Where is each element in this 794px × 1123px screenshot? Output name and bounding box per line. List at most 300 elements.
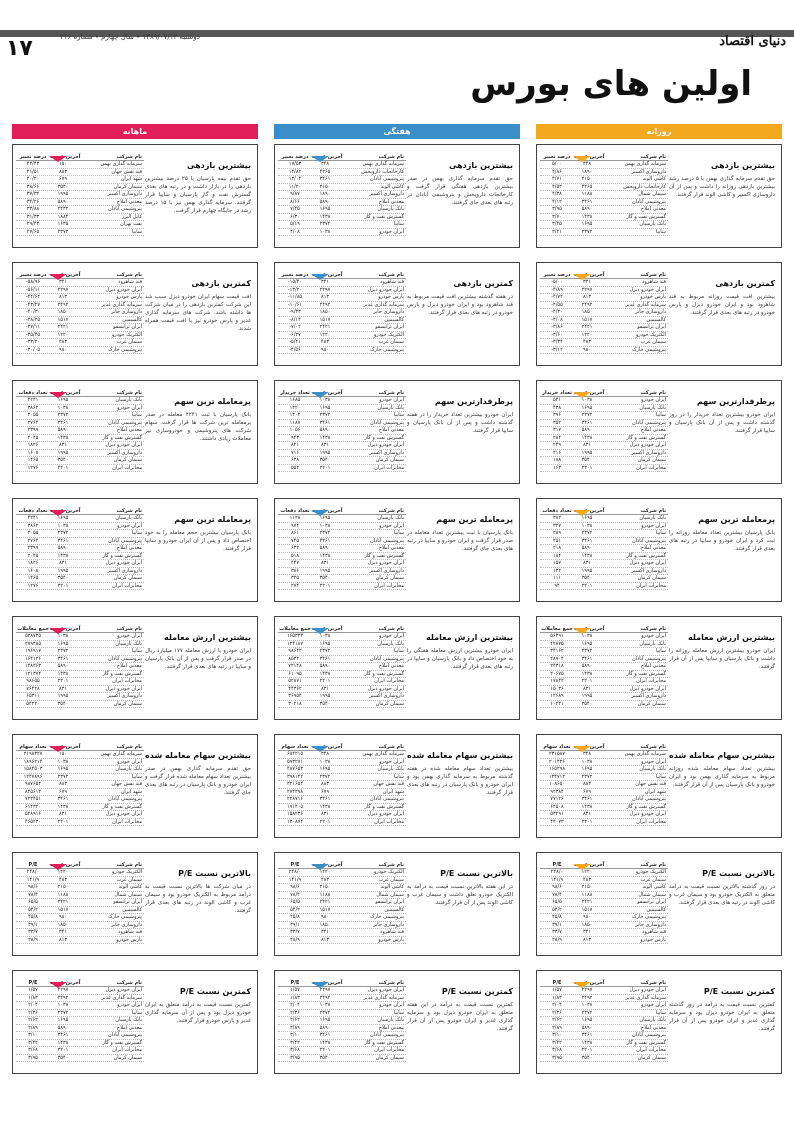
table-row — [278, 804, 406, 812]
table-row — [540, 568, 668, 576]
column-heading: تعداد خریدار — [280, 390, 310, 396]
column-heading: آخرین قیمت — [312, 626, 343, 632]
table-cell: ۱۰۸۶۵۰ — [548, 781, 566, 787]
table-cell: -۴۳/۲۷ — [25, 301, 41, 308]
table-row — [278, 442, 406, 450]
table-cell: ۴/۱۲ — [552, 198, 562, 205]
table-cell: بانک پارسیان — [377, 1017, 404, 1023]
table-cell: ۲۴۹۲ — [319, 994, 331, 1001]
stat-card — [274, 852, 520, 956]
table-row — [278, 1017, 406, 1025]
table-cell: ایران خودرو — [117, 1002, 142, 1008]
table-cell: ۳/۹۵ — [28, 1054, 38, 1061]
table-row — [16, 412, 144, 420]
table-cell: گسترش نفت و گاز — [102, 434, 142, 441]
table-cell: ۴۴۳۶۲ — [288, 685, 302, 692]
column-heading: درصد تغییر — [281, 272, 309, 278]
card-text: بانک پارسیان با ثبت بیشترین تعداد معامله در صدر قرار گرفت و ایران خودرو و سایپا در رتبه های بعدی جای گرفتند. — [407, 530, 513, 552]
table-cell: سایپا — [393, 773, 404, 780]
table-cell: داروسازی اکسیر — [369, 191, 404, 197]
table-cell: ۲۰۴۵ — [27, 434, 39, 441]
table-cell: سیمان کرمان — [637, 700, 666, 707]
table-cell: ۵۸۹۰ — [319, 1024, 331, 1031]
card-text: افت قیمت سهام ایران خودرو دیزل سبب شد این شرکت کمترین بازدهی را در میان شرکت ها داشته باشد. شرکت های سرمایه گذاری غدیر و پارس خودرو نیز با افت قیمت همراه شدند. — [145, 294, 251, 332]
table-cell: ۸۳۱ — [582, 685, 592, 692]
table-cell: ۳۵۴۰ — [319, 1054, 331, 1061]
table-row — [278, 929, 406, 937]
table-row — [16, 294, 144, 302]
table-cell: گسترش نفت و گاز — [364, 434, 404, 441]
table-cell: ۲۴۹۲ — [581, 301, 593, 308]
table-cell: ۳/۹۵ — [552, 206, 562, 212]
marker-triangle-icon — [311, 982, 329, 988]
table-header — [540, 267, 668, 279]
card-title: پرطرفدارترین سهم — [434, 397, 513, 406]
table-cell: ۹۸۰ — [320, 346, 330, 353]
table-row — [278, 397, 406, 405]
table-cell: بانک پارسیان — [639, 640, 666, 647]
card-title: کمترین بازدهی — [715, 279, 775, 288]
table-cell: ۲۱۶ — [552, 449, 562, 456]
table-cell: پتروشیمی آبادان — [107, 1032, 142, 1038]
table-row — [278, 678, 406, 686]
table-row — [278, 811, 406, 819]
table-cell: ۵۴۲۲۰ — [26, 700, 40, 707]
table-cell: ۳۴۱ — [320, 279, 330, 285]
table-cell: ایران خودرو — [379, 758, 404, 765]
table-cell: سرمایه گذاری بهمن — [624, 161, 666, 167]
table-cell: ۱/۵۷ — [28, 987, 38, 993]
table-cell: داروسازی اکسیر — [631, 449, 666, 456]
column-heading: نام شرکت — [378, 390, 404, 396]
table-row — [278, 530, 406, 538]
column-heading: جمع معاملات — [541, 626, 573, 632]
table-cell: ۱۸۵۰ — [319, 921, 331, 928]
table-row — [540, 435, 668, 443]
table-cell: ایران خودرو دیزل — [105, 442, 142, 448]
table-row — [278, 553, 406, 561]
table-row — [278, 671, 406, 679]
table-cell: نفت بهران — [120, 221, 142, 227]
table-cell: -۸/۱۴ — [289, 316, 301, 323]
table-cell: ایران خودرو دیزل — [105, 685, 142, 692]
stat-table — [16, 267, 144, 354]
table-cell: سایپا — [131, 1009, 142, 1016]
table-cell: ۱۸۵۰ — [581, 921, 593, 928]
table-cell: ۳۹/۱ — [552, 921, 562, 928]
table-cell: ۲۲۰۱ — [57, 1047, 69, 1053]
column-heading: نام شرکت — [640, 272, 666, 278]
column-heading: نام شرکت — [378, 744, 404, 750]
table-cell: داروسازی اکسیر — [631, 168, 666, 175]
table-cell: ۲۲۰۱ — [581, 678, 593, 684]
table-cell: ۸۲۱ — [290, 442, 300, 448]
table-cell: ۲۳۷۲ — [57, 1009, 69, 1016]
card-text: حق تقدم سرمایه گذاری بهمن با ۵ درصد رشد بیشترین بازدهی روزانه را داشت و پس از آن داروسازی اکسیر و کاشی الوند قرار گرفتند. — [669, 176, 775, 198]
column-heading: نام شرکت — [640, 154, 666, 160]
stat-card — [274, 498, 520, 602]
column-heading: آخرین قیمت — [312, 744, 343, 750]
table-row — [16, 929, 144, 937]
table-cell: ۱۵۸۲۳۶ — [286, 811, 304, 817]
table-row — [278, 450, 406, 458]
table-cell: ۱۴۶۵ — [27, 575, 39, 581]
table-row — [16, 995, 144, 1003]
table-cell: ایران خودرو — [641, 522, 666, 529]
table-cell: ۳۹/۱ — [28, 921, 38, 928]
table-cell: ۲۴۹۲ — [319, 301, 331, 308]
table-row — [540, 457, 668, 465]
table-row — [278, 751, 406, 759]
table-cell: ۳۴/۲۶ — [26, 198, 40, 205]
table-row — [278, 693, 406, 701]
card-title: بیشترین بازدهی — [449, 161, 513, 170]
table-cell: ۱۶۰۸ — [27, 567, 39, 574]
table-cell: مخابرات ایران — [374, 818, 404, 825]
table-cell: پتروشیمی آبادان — [631, 419, 666, 426]
table-cell: ۱۶۹۵ — [319, 515, 331, 521]
table-row — [16, 317, 144, 325]
table-cell: ۳۶۹۵۴ — [288, 693, 302, 699]
table-cell: معدنی املاح — [640, 206, 666, 212]
table-cell: سرمایه گذاری غدیر — [363, 994, 404, 1001]
table-cell: ۵۸۹۰ — [319, 545, 331, 551]
table-cell: ۸۱۳ — [320, 294, 330, 300]
table-cell: ۸۶۱ — [290, 530, 300, 536]
table-row — [540, 678, 668, 686]
table-row — [16, 324, 144, 332]
table-row — [278, 907, 406, 915]
table-row — [278, 221, 406, 229]
table-cell: ۵۸۹۰ — [57, 427, 69, 433]
table-row — [16, 545, 144, 553]
stat-table — [278, 267, 406, 354]
table-row — [278, 1002, 406, 1010]
table-cell: معدنی املاح — [640, 1024, 666, 1031]
table-row — [540, 184, 668, 192]
table-cell: ۷۸/۴ — [290, 891, 300, 898]
table-cell: ۱۲۶۸۹ — [550, 693, 564, 699]
table-cell: پتروشیمی آبادان — [631, 537, 666, 544]
table-cell: سیمان کرمان — [637, 1054, 666, 1061]
stat-card — [12, 852, 258, 956]
table-cell: ۹۸۰ — [58, 346, 68, 353]
table-row — [278, 287, 406, 295]
table-row — [16, 530, 144, 538]
table-cell: ۴۸۷۶۵۳ — [286, 766, 304, 772]
table-cell: ۴۲۴۱ — [27, 397, 39, 403]
table-cell: ۱۴۲۰ — [289, 404, 301, 411]
table-cell: ۱۸۹۶۲۱۴ — [23, 758, 43, 765]
table-cell: ۴۲۴۱ — [27, 515, 39, 521]
table-cell: سرمایه گذاری غدیر — [625, 994, 666, 1001]
column-heading: آخرین قیمت — [312, 980, 343, 986]
column-heading: آخرین قیمت — [574, 390, 605, 396]
table-cell: ۲۱۵۰ — [581, 176, 593, 182]
table-cell: ۱۶۸۵ — [289, 397, 301, 403]
table-cell: ۱۸۵۰ — [57, 309, 69, 315]
table-cell: ۴۳۸ — [552, 404, 562, 411]
table-cell: ۲۳۷۲ — [57, 648, 69, 654]
table-cell: قند نقش جهان — [373, 781, 404, 787]
table-cell: ایران ترانسفو — [113, 899, 142, 905]
table-row — [16, 397, 144, 405]
table-cell: ۸۸۳ — [58, 781, 68, 787]
table-row — [540, 1010, 668, 1018]
table-cell: بانک پارسیان — [639, 766, 666, 772]
column-heading: نام شرکت — [378, 980, 404, 986]
table-cell: ۵۴۱ — [552, 397, 562, 403]
table-row — [540, 339, 668, 347]
table-cell: ۸۳۱ — [320, 811, 330, 817]
stat-table — [16, 385, 144, 472]
column-heading: جمع معاملات — [17, 626, 49, 632]
table-cell: ۱۶۴۱۲۶ — [24, 655, 42, 662]
table-row — [16, 465, 144, 473]
marker-triangle-icon — [573, 392, 591, 398]
column-monthly — [12, 124, 258, 1114]
table-cell: معدنی املاح — [116, 545, 142, 551]
table-row — [16, 937, 144, 945]
table-cell: ۱۵۰۳۶ — [550, 685, 564, 692]
stat-card — [536, 734, 782, 838]
table-cell: ۹۲۳۸۴ — [550, 788, 564, 795]
table-row — [16, 1047, 144, 1055]
table-cell: داروسازی جابر — [635, 309, 666, 315]
table-cell: ۷۷۱۲۶ — [550, 796, 564, 802]
table-row — [278, 656, 406, 664]
table-cell: ۲۲۰۱ — [57, 464, 69, 471]
table-cell: ۲۲۹۷ — [581, 987, 593, 993]
column-heading: آخرین قیمت — [50, 154, 81, 160]
table-cell: ۱۰۳۸ — [57, 758, 69, 765]
table-row — [278, 302, 406, 310]
column-heading: تعداد دفعات — [18, 390, 48, 396]
table-cell: ایران خودرو دیزل — [105, 987, 142, 993]
table-header — [540, 857, 668, 869]
table-cell: سیمان شمال — [114, 891, 142, 898]
table-cell: ۶۴۵۰۸ — [550, 803, 564, 810]
table-cell: قند شاهرود — [118, 279, 142, 285]
table-cell: -۴۰/۳۰ — [25, 309, 41, 315]
table-cell: معدنی املاح — [116, 1024, 142, 1031]
table-cell: ۲۴۲۱ — [581, 324, 593, 330]
table-cell: ۳۰۵۵ — [27, 530, 39, 536]
table-row — [16, 819, 144, 827]
table-row — [540, 693, 668, 701]
table-row — [278, 583, 406, 591]
table-row — [540, 229, 668, 237]
table-cell: سایپا — [393, 412, 404, 418]
table-cell: ۲۸/۹ — [290, 936, 300, 943]
table-cell: -۴/۰۸ — [551, 316, 563, 323]
table-cell: بانک پارسیان — [377, 640, 404, 647]
table-cell: ۱۶۹۵ — [581, 404, 593, 411]
stat-table — [540, 503, 668, 590]
table-cell: ۱۰۳۸ — [57, 522, 69, 529]
table-cell: ۳۴۶۱ — [581, 655, 593, 662]
table-cell: شهد ایران — [120, 176, 142, 182]
table-row — [278, 405, 406, 413]
table-cell: سیمان کرمان — [637, 457, 666, 463]
table-cell: ۲۳۷۲ — [57, 412, 69, 418]
table-row — [278, 412, 406, 420]
table-cell: بانک پارسیان — [377, 404, 404, 411]
table-cell: ۵۵۲ — [290, 464, 300, 471]
table-cell: ۲۴۲۱ — [581, 899, 593, 905]
table-cell: ۳/۱۰ — [552, 1032, 562, 1038]
card-text: بانک پارسیان بیشترین تعداد معامله روزانه را ثبت کرد و ایران خودرو و سایپا در رتبه های بعدی قرار گرفتند. — [669, 530, 775, 552]
table-cell: ۱۸۲۶ — [27, 560, 39, 566]
table-cell: -۳۳/۲۰ — [25, 339, 41, 345]
table-cell: ۴۵/۸ — [552, 914, 562, 920]
table-cell: ۳۴۶۱ — [57, 419, 69, 426]
table-cell: ۲۳۷۲ — [581, 1009, 593, 1016]
table-row — [16, 678, 144, 686]
table-cell: ۳۴۱ — [58, 929, 68, 935]
table-row — [540, 161, 668, 169]
table-cell: ۱۵۸۴۵۰۳ — [23, 766, 43, 772]
dateline: دوشنبه ۱۳۸۹/۰۷/۱۲ • سال چهارم • شماره ۲۱۶ — [60, 33, 200, 41]
table-cell: ایران خودرو دیزل — [367, 685, 404, 692]
table-row — [540, 206, 668, 214]
stat-table — [540, 975, 668, 1062]
marker-triangle-icon — [311, 864, 329, 870]
table-cell: -۳/۳۴ — [551, 339, 563, 345]
marker-triangle-icon — [573, 274, 591, 280]
table-cell: -۳/۶۰ — [551, 331, 563, 338]
table-cell: ۱۷۸۴۲ — [550, 678, 564, 684]
table-cell: ۲۴۲۱ — [319, 324, 331, 330]
table-cell: سایپا — [393, 221, 404, 227]
table-cell: ۱۰۳۸ — [581, 522, 593, 529]
table-cell: ۵۸۹۰ — [581, 206, 593, 212]
stat-table — [16, 975, 144, 1062]
stat-table — [278, 975, 406, 1062]
stat-card — [274, 970, 520, 1074]
table-cell: داروسازی جابر — [373, 309, 404, 315]
table-cell: -۴۴/۶۴ — [25, 294, 41, 300]
table-row — [278, 759, 406, 767]
table-cell: ۱۹۹۵ — [319, 567, 331, 574]
table-header — [540, 503, 668, 515]
table-cell: ۱۶۹۵ — [319, 206, 331, 212]
table-cell: ۵۸۹۰ — [57, 198, 69, 205]
column-heading: تعداد دفعات — [542, 508, 572, 514]
table-row — [278, 1025, 406, 1033]
table-cell: سرمایه گذاری بهمن — [100, 751, 142, 757]
column-heading: P/E — [28, 862, 38, 868]
table-cell: ۶۳۸ — [290, 457, 300, 463]
table-cell: ۱۲۴۷۸۹۶ — [23, 773, 43, 780]
table-row — [16, 796, 144, 804]
table-row — [540, 332, 668, 340]
table-cell: ۱۶۹۵ — [581, 1017, 593, 1023]
card-text: بیشترین تعداد سهام معامله شده در هفته گذشته مربوط به سرمایه گذاری بهمن بود و ایران خودرو و بانک پارسیان در رتبه های بعدی قرار گرفتند. — [407, 766, 513, 796]
table-row — [540, 892, 668, 900]
marker-triangle-icon — [311, 274, 329, 280]
table-cell: ۳۴۶۱ — [581, 1032, 593, 1038]
table-cell: ۱۲۱۳۷۴ — [24, 670, 42, 677]
table-row — [16, 1025, 144, 1033]
table-header — [278, 385, 406, 397]
table-row — [540, 648, 668, 656]
table-cell: ۲/۶۲ — [290, 1017, 300, 1023]
table-cell: ۹۴۳ — [290, 434, 300, 441]
table-cell: قند شاهرود — [380, 279, 404, 285]
table-row — [278, 781, 406, 789]
marker-triangle-icon — [311, 628, 329, 634]
table-cell: -۱۳/۲۰ — [287, 286, 303, 293]
table-row — [278, 884, 406, 892]
stat-card — [536, 144, 782, 248]
table-cell: ۲۹/۴۴ — [26, 221, 40, 227]
table-cell: ۲۳۹۹ — [27, 545, 39, 551]
table-cell: ۸۳۱ — [58, 685, 68, 692]
column-heading: نام شرکت — [640, 980, 666, 986]
table-cell: ۱۴۳۸ — [581, 434, 593, 441]
table-cell: الکتریک خودرو — [111, 869, 142, 875]
table-row — [16, 302, 144, 310]
table-row — [278, 229, 406, 237]
table-cell: ۱۶۹۵ — [57, 766, 69, 772]
table-cell: ۲۳۷۲ — [581, 412, 593, 418]
table-cell: ۳۵۴۰ — [57, 457, 69, 463]
table-row — [278, 819, 406, 827]
table-cell: ۲۴۸/۰ — [288, 869, 302, 875]
stat-card — [274, 734, 520, 838]
table-cell: ۱۴۳۸ — [57, 803, 69, 810]
table-row — [278, 701, 406, 709]
table-cell: داروسازی جابر — [373, 921, 404, 928]
table-cell: گسترش نفت و گاز — [626, 434, 666, 441]
table-cell: مخابرات ایران — [374, 1047, 404, 1053]
stat-table — [16, 621, 144, 708]
table-cell: ایران ترانسفو — [637, 899, 666, 905]
table-cell: ۳/۴۵ — [552, 221, 562, 227]
stat-card — [274, 616, 520, 720]
marker-triangle-icon — [49, 628, 67, 634]
table-cell: ۱۹۹۵ — [581, 693, 593, 699]
table-cell: سیمان غرب — [116, 876, 142, 883]
stat-card — [12, 734, 258, 838]
table-cell: کابل البرز — [121, 213, 142, 220]
table-header — [278, 621, 406, 633]
table-row — [540, 633, 668, 641]
marker-triangle-icon — [573, 156, 591, 162]
table-row — [540, 766, 668, 774]
table-row — [540, 221, 668, 229]
table-cell: ۱۵۱۷ — [319, 316, 331, 323]
table-cell: گسترش نفت و گاز — [102, 552, 142, 559]
table-row — [540, 420, 668, 428]
table-cell: ۲۳۷۲ — [319, 1009, 331, 1016]
table-cell: ۵۸۹۰ — [57, 663, 69, 669]
table-cell: ۳۱۷ — [552, 427, 562, 433]
marker-triangle-icon — [573, 746, 591, 752]
table-cell: ۸۳۱ — [582, 811, 592, 817]
table-cell: ۳۴۸ — [582, 161, 592, 167]
table-row — [540, 583, 668, 591]
table-cell: ۱۴۳۸ — [57, 434, 69, 441]
column-heading: تعداد خریدار — [542, 390, 572, 396]
table-cell: داروسازی جابر — [111, 309, 142, 315]
table-row — [278, 1055, 406, 1063]
table-cell: کاشی الوند — [642, 884, 666, 890]
table-cell: گسترش نفت و گاز — [364, 213, 404, 220]
table-cell: ۱/۵۷ — [290, 987, 300, 993]
table-cell: ۸۸۳ — [320, 781, 330, 787]
